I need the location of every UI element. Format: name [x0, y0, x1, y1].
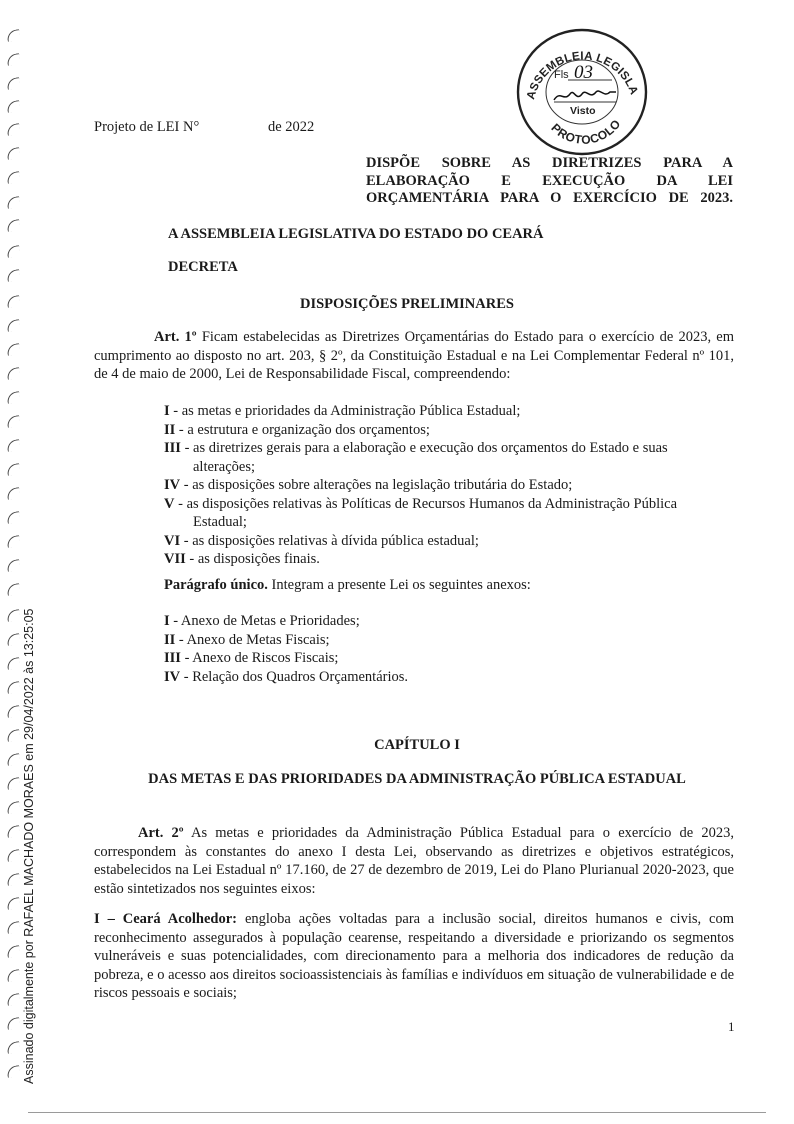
page-number: 1 [728, 1019, 735, 1034]
list-item [164, 421, 734, 440]
item-number: I [164, 613, 170, 629]
item-text: - as disposições relativas à dívida pública estadual; [180, 532, 479, 549]
item-number: III [164, 650, 181, 666]
list-item [164, 476, 734, 495]
stamp-fls-label: Fls [554, 69, 569, 81]
eixo1-paragraph [94, 910, 734, 1003]
item-number: I [164, 403, 170, 419]
paragrafo-text: Integram a presente Lei os seguintes anexos: [267, 577, 531, 593]
svg-text:PROTOCOLO [548, 117, 623, 147]
list-item [164, 550, 734, 569]
disposicoes-title: DISPOSIÇÕES PRELIMINARES [300, 296, 514, 312]
item-number: II [164, 421, 176, 438]
art1-text: Ficam estabelecidas as Diretrizes Orçamentárias do Estado para o exercício de 2023, em cumprimento ao disposto no art. 203, § 2º, da Constituição Estadual e na Lei Complementar Federal nº 101, de 4 de maio de 2000, Lei de Responsabilidade Fiscal, compreendendo: [94, 329, 735, 382]
art1-paragraph [94, 328, 734, 384]
item-number: IV [164, 477, 181, 493]
item-number: VII [164, 551, 186, 567]
ementa-line: ORÇAMENTÁRIA PARA O EXERCÍCIO DE 2023. [366, 190, 733, 206]
item-text: - as metas e prioridades da Administração Pública Estadual; [169, 403, 521, 419]
stamp-fls-value: 03 [574, 62, 593, 83]
item-number: IV [164, 668, 181, 685]
list-item [164, 668, 664, 687]
art1-list [164, 402, 734, 569]
eixo1-label: I – Ceará Acolhedor: [94, 911, 237, 927]
item-text: - as disposições sobre alterações na legislação tributária do Estado; [180, 477, 573, 493]
item-text: - a estrutura e organização dos orçamentos; [175, 421, 430, 438]
art2-text: As metas e prioridades da Administração Pública Estadual para o exercício de 2023, correspondem às constantes do anexo I desta Lei, observando as diretrizes e objetivos estratégicos, estabelecidos na Lei Estadual nº 17.160, de 27 de dezembro de 2019, Lei do Plano Plurianual 2020-2023, que estão sintetizados nos seguintes eixos: [94, 825, 734, 897]
ementa [366, 155, 733, 208]
art2-label: Art. 2º [138, 825, 184, 841]
item-number: II [164, 631, 176, 648]
list-item [164, 532, 734, 551]
chapter-title: CAPÍTULO I [374, 737, 460, 753]
list-item [164, 402, 734, 421]
list-item [164, 631, 664, 650]
stamp-visto-label: Visto [570, 105, 596, 117]
stamp-top-text: ASSEMBLEIA LEGISLA [525, 50, 640, 101]
art1-label: Art. 1º [154, 329, 197, 345]
bill-year: de 2022 [268, 119, 315, 135]
chapter-subtitle: DAS METAS E DAS PRIORIDADES DA ADMINISTRAÇÃO PÚBLICA ESTADUAL [148, 771, 686, 787]
list-item [164, 649, 664, 668]
footer-divider [28, 1112, 766, 1113]
item-number: III [164, 440, 181, 456]
item-number: V [164, 495, 175, 512]
ementa-line: DISPÕE SOBRE AS DIRETRIZES PARA A [366, 155, 733, 171]
bill-number-label: Projeto de LEI N° [94, 119, 200, 135]
assembly-heading: A ASSEMBLEIA LEGISLATIVA DO ESTADO DO CEARÁ [168, 226, 544, 242]
protocol-stamp [512, 22, 652, 162]
item-text: - Anexo de Metas Fiscais; [175, 631, 330, 648]
list-item [164, 612, 664, 631]
decreta-heading: DECRETA [168, 259, 238, 275]
paragrafo-label: Parágrafo único. [164, 577, 268, 593]
item-text: - as disposições finais. [185, 551, 320, 567]
item-text: - Anexo de Riscos Fiscais; [180, 650, 339, 666]
annex-list [164, 612, 664, 686]
item-text: - Relação dos Quadros Orçamentários. [180, 668, 409, 685]
ementa-line: ELABORAÇÃO E EXECUÇÃO DA LEI [366, 172, 733, 189]
stamp-bottom-text: PROTOCOLO [548, 116, 624, 147]
item-text: - as diretrizes gerais para a elaboração e execução dos orçamentos do Estado e suas alterações; [180, 440, 668, 475]
item-number: VI [164, 532, 181, 549]
digital-signature-note: Assinado digitalmente por RAFAEL MACHADO MORAES em 29/04/2022 às 13:25:05 [22, 608, 36, 1084]
item-text: - Anexo de Metas e Prioridades; [169, 613, 360, 629]
paragrafo-unico [164, 576, 531, 595]
list-item [164, 495, 713, 532]
list-item [164, 439, 713, 476]
handwritten-signature-icon [554, 91, 616, 100]
eixo1-text: engloba ações voltadas para a inclusão social, direitos humanos e civis, com reconhecimento assegurados à população cearense, respeitando a diversidade e priorizando os segmentos vulneráveis e suas potencialidades, com direcionamento para a melhoria dos indicadores de redução da pobreza, e o acesso aos direitos socioassistenciais às famílias e indivíduos em situação de vulnerabilidade e de riscos pessoais e sociais; [94, 911, 735, 1001]
item-text: - as disposições relativas às Políticas de Recursos Humanos da Administração Pública Estadual; [174, 495, 678, 530]
art2-paragraph [94, 824, 734, 898]
